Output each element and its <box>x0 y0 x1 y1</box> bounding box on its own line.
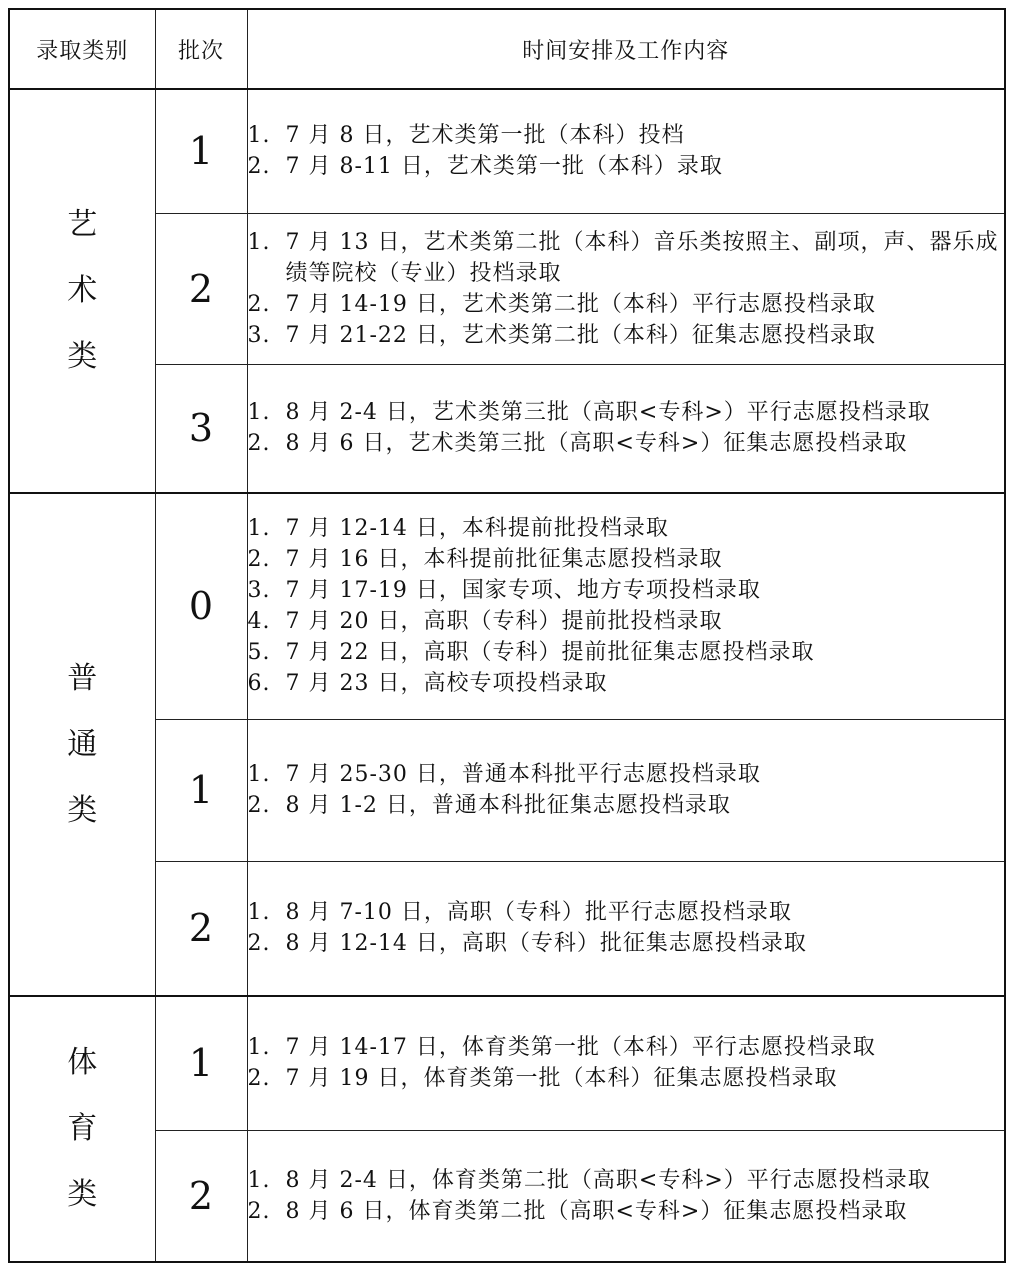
item-text: 7 月 23 日，高校专项投档录取 <box>285 671 608 697</box>
header-batch: 批次 <box>155 9 247 89</box>
item-number: 2. <box>247 931 271 957</box>
item-number: 1. <box>247 516 271 542</box>
schedule-item <box>248 151 1005 182</box>
schedule-item <box>248 544 1005 575</box>
item-text: 8 月 1-2 日，普通本科批征集志愿投档录取 <box>285 793 731 818</box>
schedule-item <box>248 575 1005 606</box>
item-text: 8 月 2-4 日，体育类第二批（高职<专科>）平行志愿投档录取 <box>285 1167 931 1193</box>
batch-number: 1 <box>155 719 247 861</box>
item-number: 1. <box>247 229 271 255</box>
category-char: 术 <box>67 273 98 308</box>
category-char: 育 <box>67 1111 98 1146</box>
batch-number: 3 <box>155 364 247 493</box>
item-text: 7 月 8-11 日，艺术类第一批（本科）录取 <box>285 154 723 180</box>
schedule-item <box>248 397 1005 428</box>
schedule-item <box>248 1165 1005 1196</box>
table-row <box>9 213 1005 364</box>
item-number: 2. <box>247 1066 271 1092</box>
table-header-row <box>9 9 1005 89</box>
schedule-item <box>248 1063 1005 1094</box>
schedule-content <box>247 493 1005 719</box>
schedule-item <box>248 668 1005 699</box>
category-char: 类 <box>67 792 98 828</box>
batch-number: 1 <box>155 996 247 1130</box>
schedule-item <box>248 513 1005 544</box>
table-row <box>9 364 1005 493</box>
schedule-item <box>248 637 1005 668</box>
schedule-item <box>248 928 1005 959</box>
schedule-content <box>247 719 1005 861</box>
item-number: 1. <box>247 123 271 149</box>
item-number: 2. <box>247 793 271 818</box>
table-row <box>9 89 1005 213</box>
item-number: 2. <box>247 547 271 573</box>
schedule-item <box>248 227 1005 289</box>
item-number: 3. <box>247 322 271 348</box>
item-text: 7 月 14-19 日，艺术类第二批（本科）平行志愿投档录取 <box>285 291 876 317</box>
schedule-content <box>247 364 1005 493</box>
schedule-item <box>248 1196 1005 1227</box>
item-text: 8 月 12-14 日，高职（专科）批征集志愿投档录取 <box>285 931 807 957</box>
batch-number: 1 <box>155 89 247 213</box>
item-number: 1. <box>247 1035 271 1061</box>
batch-number: 0 <box>155 493 247 719</box>
item-text: 8 月 7-10 日，高职（专科）批平行志愿投档录取 <box>285 900 792 926</box>
schedule-item <box>248 1032 1005 1063</box>
category-cell <box>9 996 155 1262</box>
item-text: 7 月 19 日，体育类第一批（本科）征集志愿投档录取 <box>285 1066 838 1092</box>
category-char: 艺 <box>67 207 98 242</box>
item-number: 1. <box>247 1167 271 1193</box>
schedule-item <box>248 428 1005 459</box>
header-content: 时间安排及工作内容 <box>247 9 1005 89</box>
table-row <box>9 493 1005 719</box>
category-char: 类 <box>67 1177 98 1212</box>
category-cell <box>9 89 155 493</box>
item-number: 2. <box>247 154 271 180</box>
item-text: 7 月 12-14 日，本科提前批投档录取 <box>285 516 669 542</box>
item-number: 2. <box>247 291 271 317</box>
schedule-item <box>248 289 1005 320</box>
item-number: 5. <box>247 640 271 666</box>
category-char: 体 <box>67 1045 98 1080</box>
item-number: 1. <box>247 762 271 787</box>
item-text: 7 月 25-30 日，普通本科批平行志愿投档录取 <box>285 762 761 787</box>
schedule-item <box>248 320 1005 351</box>
category-cell <box>9 493 155 996</box>
item-text: 7 月 14-17 日，体育类第一批（本科）平行志愿投档录取 <box>285 1035 876 1061</box>
schedule-content <box>247 213 1005 364</box>
item-number: 2. <box>247 1198 271 1224</box>
category-char: 通 <box>67 726 98 762</box>
table-row <box>9 996 1005 1130</box>
item-text: 8 月 6 日，体育类第二批（高职<专科>）征集志愿投档录取 <box>285 1198 908 1224</box>
table-row <box>9 861 1005 996</box>
schedule-content <box>247 996 1005 1130</box>
table-row <box>9 1130 1005 1262</box>
item-text: 8 月 6 日，艺术类第三批（高职<专科>）征集志愿投档录取 <box>285 431 908 457</box>
schedule-content <box>247 861 1005 996</box>
category-char: 普 <box>67 660 98 696</box>
schedule-item <box>248 790 1005 821</box>
header-category: 录取类别 <box>9 9 155 89</box>
schedule-content <box>247 89 1005 213</box>
batch-number: 2 <box>155 213 247 364</box>
item-text: 7 月 17-19 日，国家专项、地方专项投档录取 <box>285 578 761 604</box>
item-number: 2. <box>247 431 271 457</box>
batch-number: 2 <box>155 1130 247 1262</box>
item-number: 1. <box>247 900 271 926</box>
schedule-item <box>248 120 1005 151</box>
item-number: 6. <box>247 671 271 697</box>
item-text: 7 月 16 日，本科提前批征集志愿投档录取 <box>285 547 723 573</box>
item-text: 7 月 22 日，高职（专科）提前批征集志愿投档录取 <box>285 640 815 666</box>
admission-schedule-table <box>8 8 1006 1263</box>
item-text: 7 月 13 日，艺术类第二批（本科）音乐类按照主、副项，声、器乐成绩等院校（专业）投档录取 <box>285 229 999 286</box>
schedule-item <box>248 606 1005 637</box>
item-text: 7 月 21-22 日，艺术类第二批（本科）征集志愿投档录取 <box>285 322 876 348</box>
item-text: 7 月 20 日，高职（专科）提前批投档录取 <box>285 609 723 635</box>
item-number: 1. <box>247 400 271 426</box>
schedule-item <box>248 759 1005 790</box>
schedule-content <box>247 1130 1005 1262</box>
table-row <box>9 719 1005 861</box>
item-number: 4. <box>247 609 271 635</box>
item-text: 7 月 8 日，艺术类第一批（本科）投档 <box>285 123 685 149</box>
item-text: 8 月 2-4 日，艺术类第三批（高职<专科>）平行志愿投档录取 <box>285 400 931 426</box>
schedule-item <box>248 897 1005 928</box>
item-number: 3. <box>247 578 271 604</box>
batch-number: 2 <box>155 861 247 996</box>
category-char: 类 <box>67 339 98 374</box>
